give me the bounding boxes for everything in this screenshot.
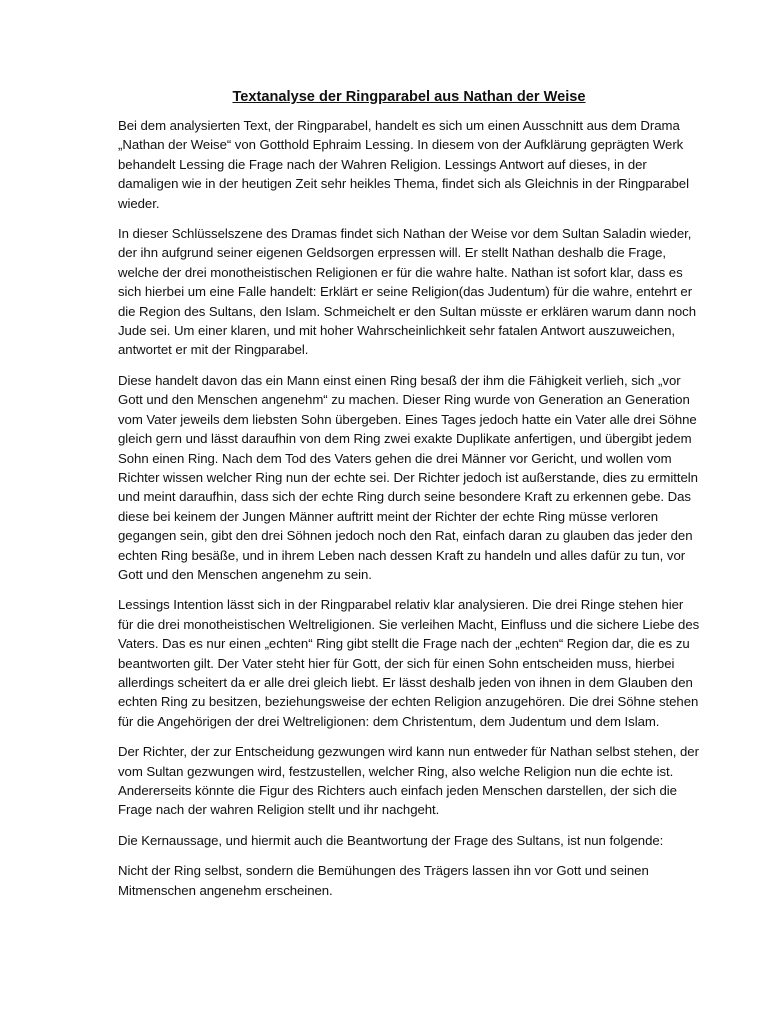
document-title: Textanalyse der Ringparabel aus Nathan der Weise xyxy=(232,89,586,105)
paragraph-judge: Der Richter, der zur Entscheidung gezwungen wird kann nun entweder für Nathan selbst stehen, der vom Sultan gezwungen wird, festzustellen, welcher Ring, also welche Religion nun die echte ist. Andererseits könnte die Figur des Richters auch einfach jeden Menschen darstellen, der sich die Frage nach der wahren Religion stellt und ihr nachgeht. xyxy=(118,744,699,818)
paragraph-parable-summary: Diese handelt davon das ein Mann einst einen Ring besaß der ihm die Fähigkeit verlieh, sich „vor Gott und den Menschen angenehm“ zu machen. Dieser Ring wurde von Generation an Generation vom Vater jeweils dem liebsten Sohn übergeben. Eines Tages jedoch hatte ein Vater alle drei Söhne gleich gern und lässt daraufhin von dem Ring zwei exakte Duplikate anfertigen, und übergibt jedem Sohn einen Ring. Nach dem Tod des Vaters gehen die drei Männer vor Gericht, und wollen vom Richter wissen welcher Ring nun der echte sei. Der Richter jedoch ist außerstande, dies zu ermitteln und meint daraufhin, dass sich der echte Ring durch seine besondere Kraft zu erkennen gebe. Das diese bei keinem der Jungen Männer auftritt meint der Richter der echte Ring müsse verloren gegangen sein, gibt den drei Söhnen jedoch noch den Rat, einfach daran zu glauben das jeder den echten Ring besäße, und in ihrem Leben nach dessen Kraft zu handeln und alles dafür zu tun, vor Gott und den Menschen angenehm zu sein. xyxy=(118,372,698,582)
paragraph-key-scene: In dieser Schlüsselszene des Dramas findet sich Nathan der Weise vor dem Sultan Saladin wieder, der ihn aufgrund seiner eigenen Geldsorgen erpressen will. Er stellt Nathan deshalb die Frage, welche der drei monotheistischen Religionen er für die wahre halte. Nathan ist sofort klar, dass es sich hierbei um eine Falle handelt: Erklärt er seine Religion(das Judentum) für die wahre, entehrt er die Region des Sultans, den Islam. Schmeichelt er den Sultan müsste er erklären warum dann noch Jude sei. Um einer klaren, und mit hoher Wahrscheinlichkeit sehr fatalen Antwort auszuweichen, antwortet er mit der Ringparabel. xyxy=(118,226,697,358)
paragraph-introduction: Bei dem analysierten Text, der Ringparabel, handelt es sich um einen Ausschnitt aus dem Drama „Nathan der Weise“ von Gotthold Ephraim Lessing. In diesem von der Aufklärung geprägten Werk behandelt Lessing die Frage nach der Wahren Religion. Lessings Antwort auf dieses, in der damaligen wie in der heutigen Zeit sehr heikles Thema, findet sich als Gleichnis in der Ringparabel wieder. xyxy=(118,118,689,211)
paragraph-conclusion: Nicht der Ring selbst, sondern die Bemühungen des Trägers lassen ihn vor Gott und seinen Mitmenschen angenehm erscheinen. xyxy=(118,863,649,898)
document-body xyxy=(118,86,700,911)
paragraph-core-statement: Die Kernaussage, und hiermit auch die Beantwortung der Frage des Sultans, ist nun folgende: xyxy=(118,832,664,848)
paragraph-intention: Lessings Intention lässt sich in der Ringparabel relativ klar analysieren. Die drei Ringe stehen hier für die drei monotheistischen Weltreligionen. Sie verleihen Macht, Einfluss und die sichere Liebe des Vaters. Das es nur einen „echten“ Ring gibt stellt die Frage nach der „echten“ Region dar, die es zu beantworten gilt. Der Vater steht hier für Gott, der sich für einen Sohn entscheiden muss, hierbei allerdings scheitert da er alle drei gleich liebt. Er lässt deshalb jeden von ihnen in dem Glauben den echten Ring zu besitzen, beziehungsweise der echten Religion anzugehören. Die drei Söhne stehen für die Angehörigen der drei Weltreligionen: dem Christentum, dem Judentum und dem Islam. xyxy=(118,597,700,729)
